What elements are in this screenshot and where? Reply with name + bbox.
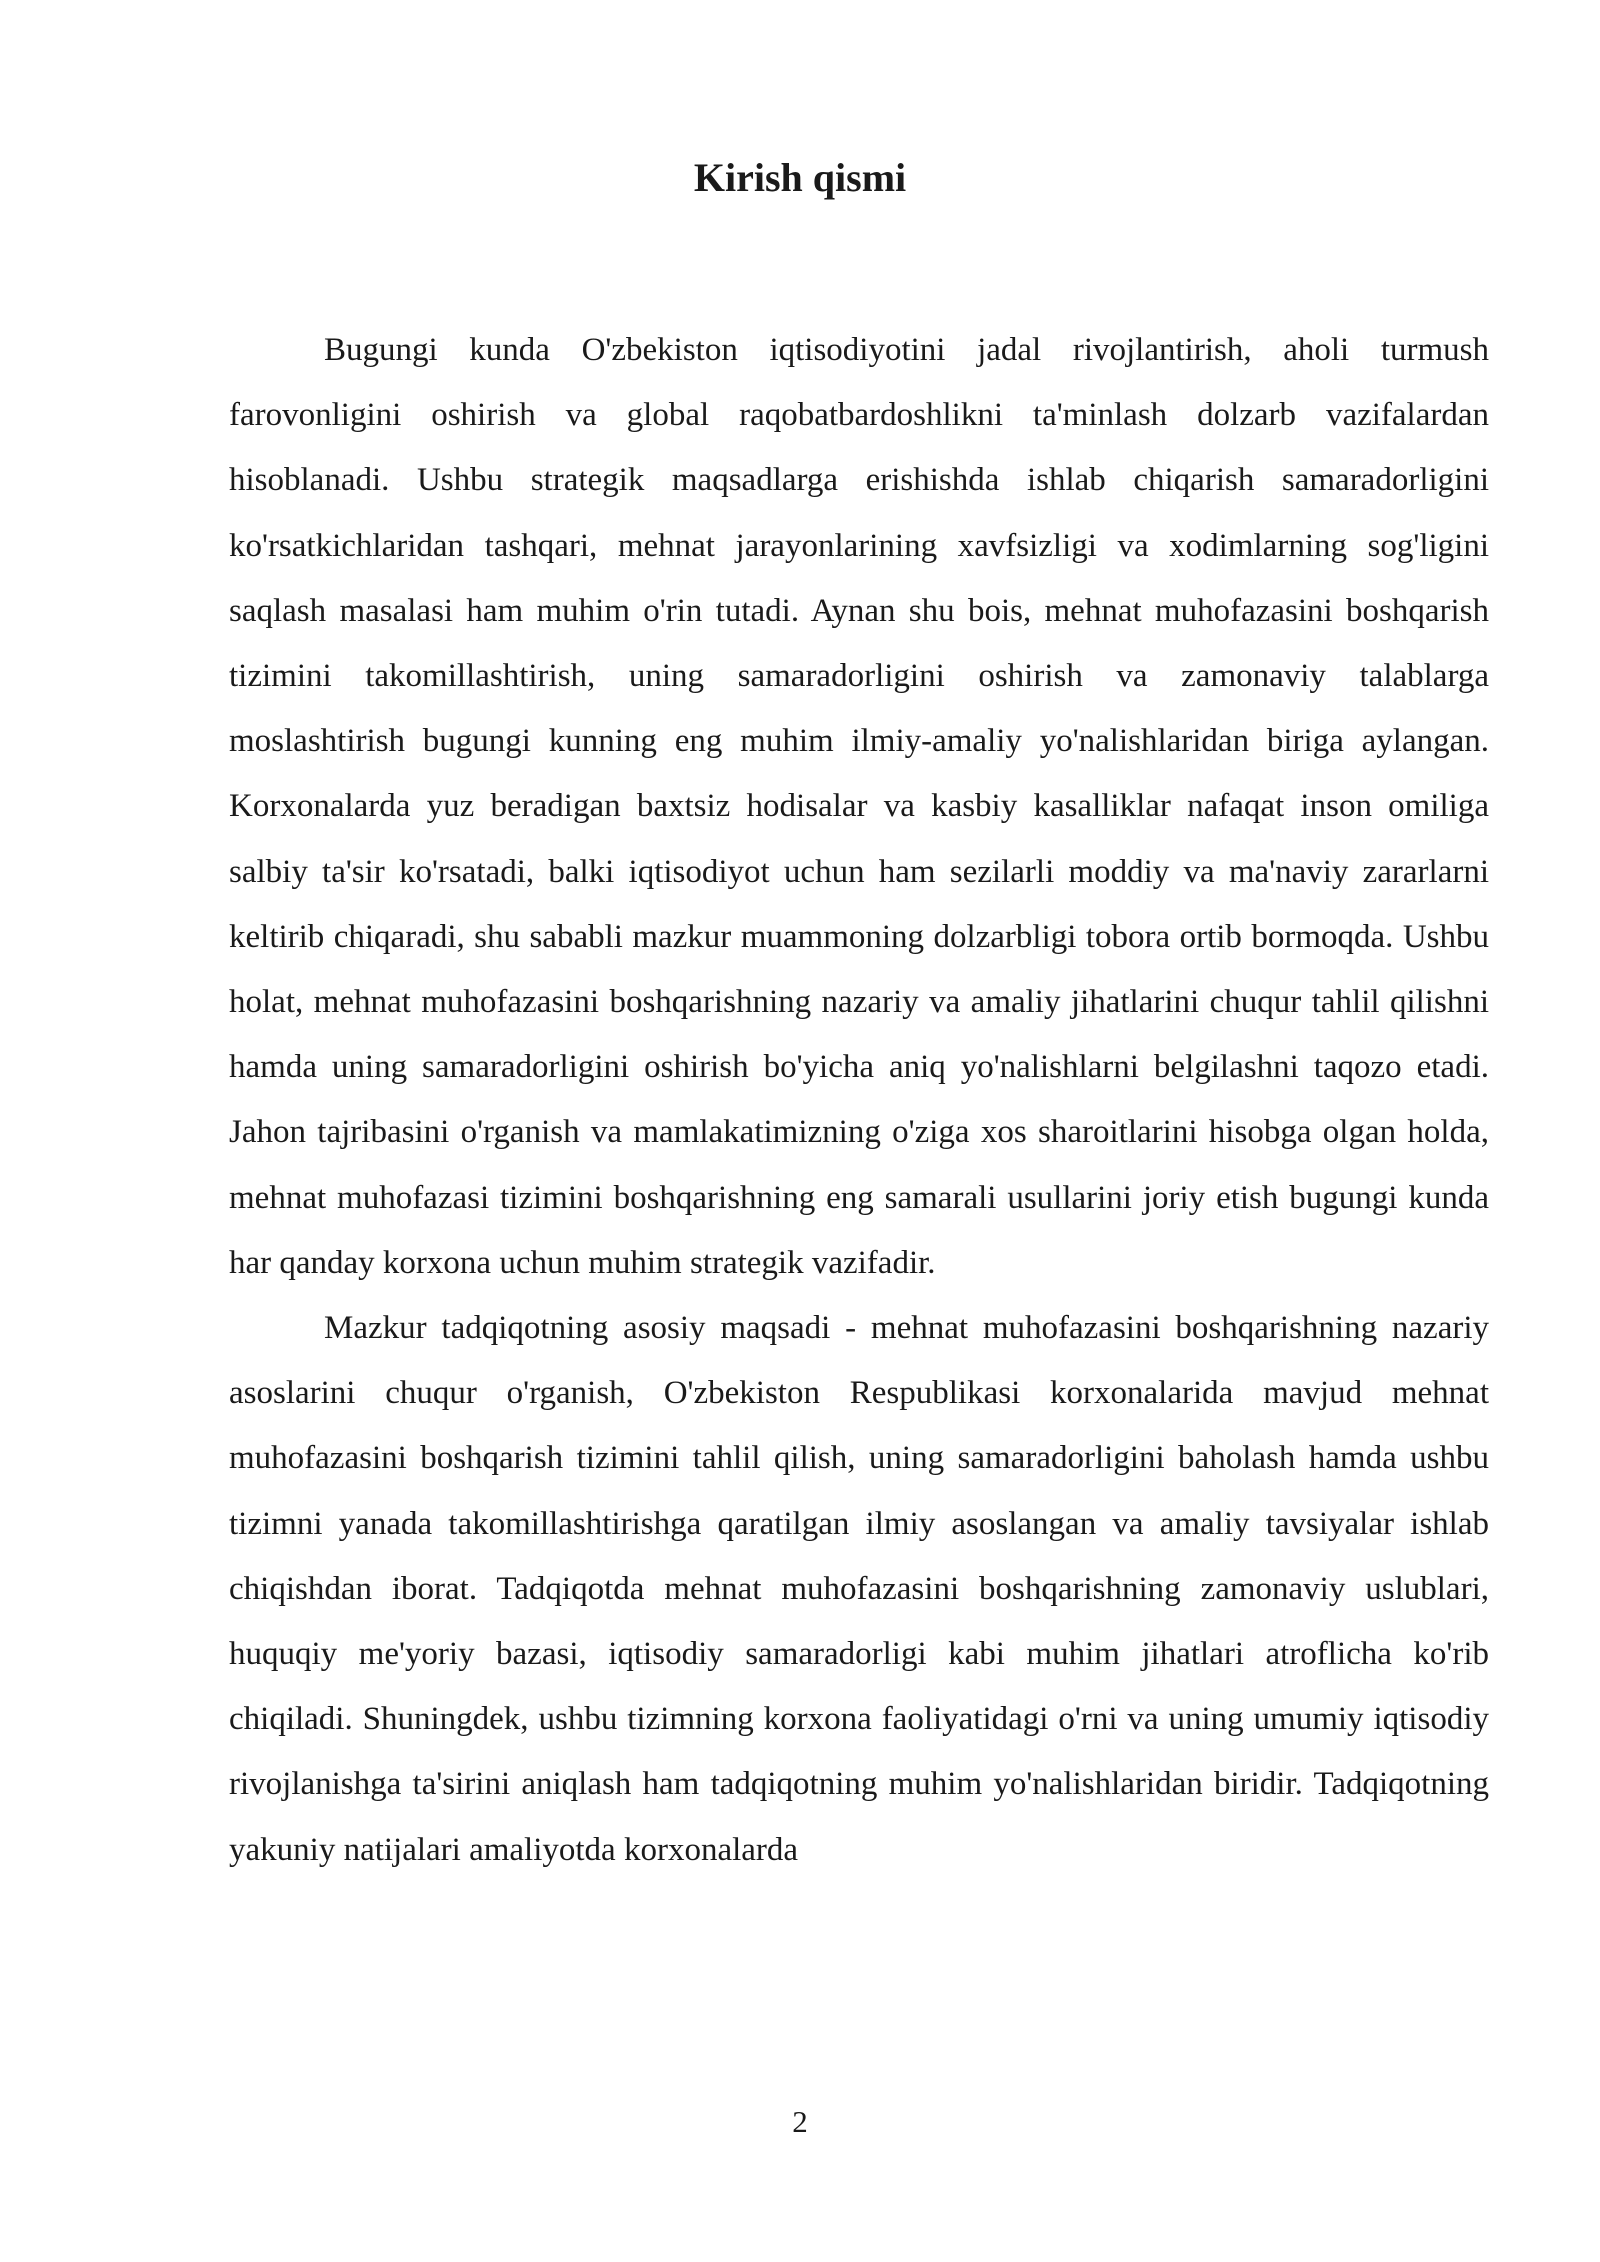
page-number: 2 — [792, 2104, 808, 2139]
paragraph-research-goal: Mazkur tadqiqotning asosiy maqsadi - mehnat muhofazasini boshqarishning nazariy asoslarini chuqur o'rganish, O'zbekiston Respublikasi korxonalarida mavjud mehnat muhofazasini boshqarish tizimini tahlil qilish, uning samaradorligini baholash hamda ushbu tizimni yanada takomillashtirishga qaratilgan ilmiy asoslangan va amaliy tavsiyalar ishlab chiqishdan iborat. Tadqiqotda mehnat muhofazasini boshqarishning zamonaviy uslublari, huquqiy me'yoriy bazasi, iqtisodiy samaradorligi kabi muhim jihatlari atroflicha ko'rib chiqiladi. Shuningdek, ushbu tizimning korxona faoliyatidagi o'rni va uning umumiy iqtisodiy rivojlanishga ta'sirini aniqlash ham tadqiqotning muhim yo'nalishlaridan biridir. Tadqiqotning yakuniy natijalari amaliyotda korxonalarda — [229, 1310, 1489, 1868]
page-title: Kirish qismi — [693, 155, 907, 200]
paragraph-intro: Bugungi kunda O'zbekiston iqtisodiyotini jadal rivojlantirish, aholi turmush farovonligini oshirish va global raqobatbardoshlikni ta'minlash dolzarb vazifalardan hisoblanadi. Ushbu strategik maqsadlarga erishishda ishlab chiqarish samaradorligini ko'rsatkichlaridan tashqari, mehnat jarayonlarining xavfsizligi va xodimlarning sog'ligini saqlash masalasi ham muhim o'rin tutadi. Aynan shu bois, mehnat muhofazasini boshqarish tizimini takomillashtirish, uning samaradorligini oshirish va zamonaviy talablarga moslashtirish bugungi kunning eng muhim ilmiy-amaliy yo'nalishlaridan biriga aylangan. Korxonalarda yuz beradigan baxtsiz hodisalar va kasbiy kasalliklar nafaqat inson omiliga salbiy ta'sir ko'rsatadi, balki iqtisodiyot uchun ham sezilarli moddiy va ma'naviy zararlarni keltirib chiqaradi, shu sababli mazkur muammoning dolzarbligi tobora ortib bormoqda. Ushbu holat, mehnat muhofazasini boshqarishning nazariy va amaliy jihatlarini chuqur tahlil qilishni hamda uning samaradorligini oshirish bo'yicha aniq yo'nalishlarni belgilashni taqozo etadi. Jahon tajribasini o'rganish va mamlakatimizning o'ziga xos sharoitlarini hisobga olgan holda, mehnat muhofazasi tizimini boshqarishning eng samarali usullarini joriy etish bugungi kunda har qanday korxona uchun muhim strategik vazifadir. — [229, 332, 1489, 1281]
body-text — [229, 318, 1489, 1883]
